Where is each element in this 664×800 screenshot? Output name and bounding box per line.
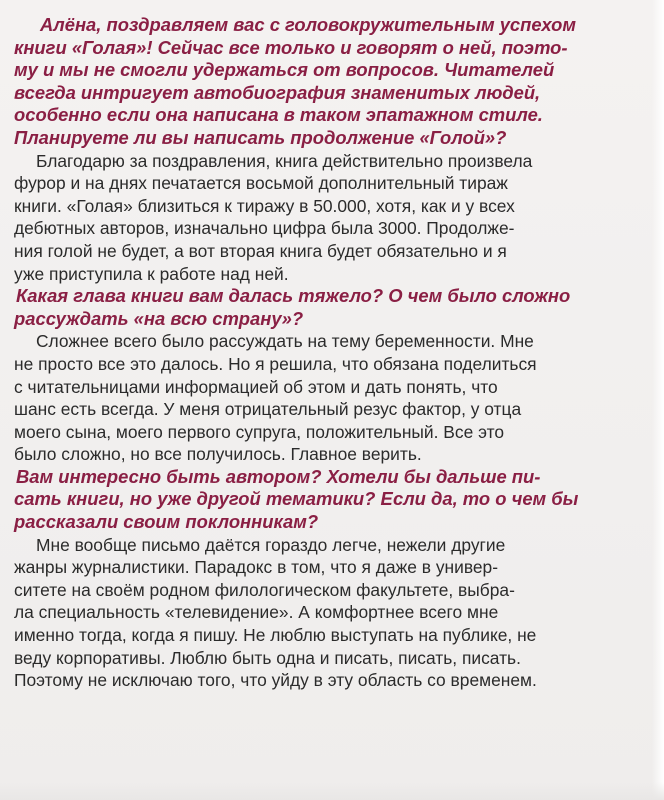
question-1 [14, 14, 650, 150]
question-line: всегда интригует автобиография знаменитых людей, [14, 81, 541, 103]
answer-line: Поэтому не исключаю того, что уйду в эту область со временем. [14, 670, 537, 691]
answer-2 [14, 330, 650, 466]
answer-line: именно тогда, когда я пишу. Не люблю выступать на публике, не [14, 625, 537, 646]
page-edge-highlight [652, 0, 664, 800]
question-line: рассказали своим поклонникам? [14, 511, 319, 533]
answer-line: с читательницами информацией об этом и дать понять, что [14, 376, 498, 397]
answer-line: жанры журналистики. Парадокс в том, что я даже в универ- [14, 557, 499, 578]
answer-line: было сложно, но все получилось. Главное верить. [14, 444, 422, 465]
answer-line: не просто все это далось. Но я решила, что обязана поделиться [14, 353, 537, 374]
question-line: Планируете ли вы написать продолжение «Голой»? [14, 126, 507, 148]
answer-line: моего сына, моего первого супруга, положительный. Все это [14, 421, 505, 442]
answer-3 [14, 534, 650, 692]
question-2 [14, 285, 650, 330]
page-bottom-shadow [0, 782, 664, 800]
answer-line: ситете на своём родном филологическом факультете, выбра- [14, 579, 515, 600]
question-line: Алёна, поздравляем вас с головокружительным успехом [40, 14, 576, 35]
answer-line: ния голой не будет, а вот вторая книга будет обязательно и я [14, 240, 507, 261]
answer-line: Сложнее всего было рассуждать на тему беременности. Мне [36, 331, 534, 352]
question-line: Какая глава книги вам далась тяжело? О чем было сложно [16, 285, 571, 307]
answer-line: ла специальность «телевидение». А комфортнее всего мне [14, 602, 499, 623]
answer-line: шанс есть всегда. У меня отрицательный резус фактор, у отца [14, 399, 522, 420]
interview-block-3 [14, 466, 650, 692]
question-3 [14, 466, 650, 534]
question-line: му и мы не смогли удержаться от вопросов. Читателей [14, 59, 555, 81]
answer-1 [14, 150, 650, 286]
answer-line: фурор и на днях печатается восьмой дополнительный тираж [14, 173, 508, 194]
interview-block-2 [14, 285, 650, 466]
question-line: книги «Голая»! Сейчас все только и говорят о ней, поэто- [14, 36, 568, 58]
answer-line: Мне вообще письмо даётся гораздо легче, нежели другие [36, 534, 506, 555]
interview-block-1 [14, 14, 650, 285]
answer-line: дебютных авторов, изначально цифра была 3000. Продолже- [14, 218, 515, 239]
question-line: Вам интересно быть автором? Хотели бы дальше пи- [16, 465, 541, 487]
question-line: рассуждать «на всю страну»? [14, 307, 304, 329]
answer-line: книги. «Голая» близиться к тиражу в 50.000, хотя, как и у всех [14, 195, 515, 216]
answer-line: уже приступила к работе над ней. [14, 263, 289, 284]
question-line: сать книги, но уже другой тематики? Если да, то о чем бы [14, 488, 579, 510]
answer-line: веду корпоративы. Люблю быть одна и писать, писать, писать. [14, 647, 521, 668]
question-line: особенно если она написана в таком эпатажном стиле. [14, 104, 543, 126]
answer-line: Благодарю за поздравления, книга действительно произвела [36, 150, 533, 171]
